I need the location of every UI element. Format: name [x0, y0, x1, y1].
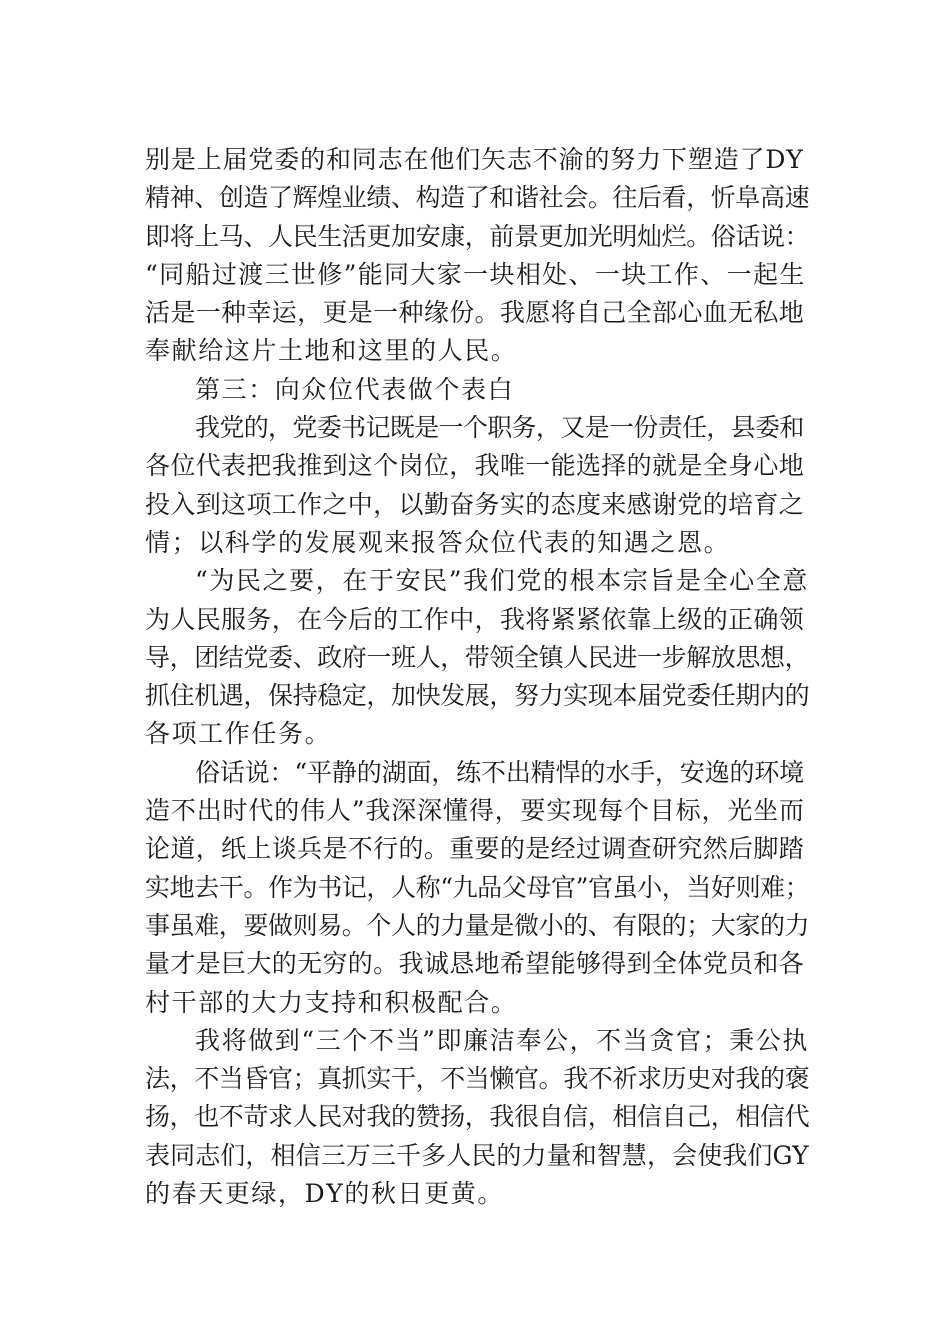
text-line: 别是上届党委的和同志在他们矢志不渝的努力下塑造了DY [145, 145, 804, 174]
text-line: 第三：向众位代表做个表白 [195, 374, 515, 404]
text-line: 法，不当昏官；真抓实干，不当懒官。我不祈求历史对我的褒 [145, 1064, 810, 1094]
text-line: 我将做到“三个不当”即廉洁奉公，不当贪官；秉公执 [195, 1025, 809, 1055]
text-line: 造不出时代的伟人”我深深懂得，要实现每个目标，光坐而 [145, 796, 805, 826]
text-line: 我党的，党委书记既是一个职务，又是一份责任，县委和 [195, 413, 804, 443]
text-line: 各位代表把我推到这个岗位，我唯一能选择的就是全身心地 [145, 451, 805, 481]
text-line: “为民之要，在于安民”我们党的根本宗旨是全心全意 [195, 566, 809, 596]
text-line: 精神、创造了辉煌业绩、构造了和谐社会。往后看，忻阜高速 [145, 183, 810, 213]
text-line: 为人民服务，在今后的工作中，我将紧紧依靠上级的正确领 [145, 604, 805, 634]
text-line: 村干部的大力支持和积极配合。 [145, 987, 518, 1017]
text-line: 论道，纸上谈兵是不行的。重要的是经过调查研究然后脚踏 [145, 834, 805, 864]
text-line: 实地去干。作为书记，人称“九品父母官”官虽小，当好则难； [145, 872, 810, 902]
text-line: 扬，也不苛求人民对我的赞扬，我很自信，相信自己，相信代 [145, 1102, 810, 1132]
document-body [145, 141, 809, 1213]
text-line: “同船过渡三世修”能同大家一块相处、一块工作、一起生 [145, 259, 806, 289]
text-line: 导，团结党委、政府一班人，带领全镇人民进一步解放思想， [145, 642, 810, 672]
text-line: 奉献给这片土地和这里的人民。 [145, 336, 518, 366]
text-line: 的春天更绿，DY的秋日更黄。 [145, 1179, 504, 1209]
text-line: 各项工作任务。 [145, 719, 332, 749]
text-line: 俗话说：“平静的湖面，练不出精悍的水手，安逸的环境 [195, 757, 805, 787]
text-line: 即将上马、人民生活更加安康，前景更加光明灿烂。俗话说： [145, 221, 810, 251]
text-line: 情；以科学的发展观来报答众位代表的知遇之恩。 [145, 527, 731, 557]
text-line: 投入到这项工作之中，以勤奋务实的态度来感谢党的培育之 [145, 489, 805, 519]
text-line: 表同志们，相信三万三千多人民的力量和智慧，会使我们GY [145, 1140, 809, 1170]
text-line: 活是一种幸运，更是一种缘份。我愿将自己全部心血无私地 [145, 298, 805, 328]
text-line: 事虽难，要做则易。个人的力量是微小的、有限的；大家的力 [145, 910, 810, 940]
text-line: 量才是巨大的无穷的。我诚恳地希望能够得到全体党员和各 [145, 949, 805, 979]
text-line: 抓住机遇，保持稳定，加快发展，努力实现本届党委任期内的 [145, 681, 810, 711]
